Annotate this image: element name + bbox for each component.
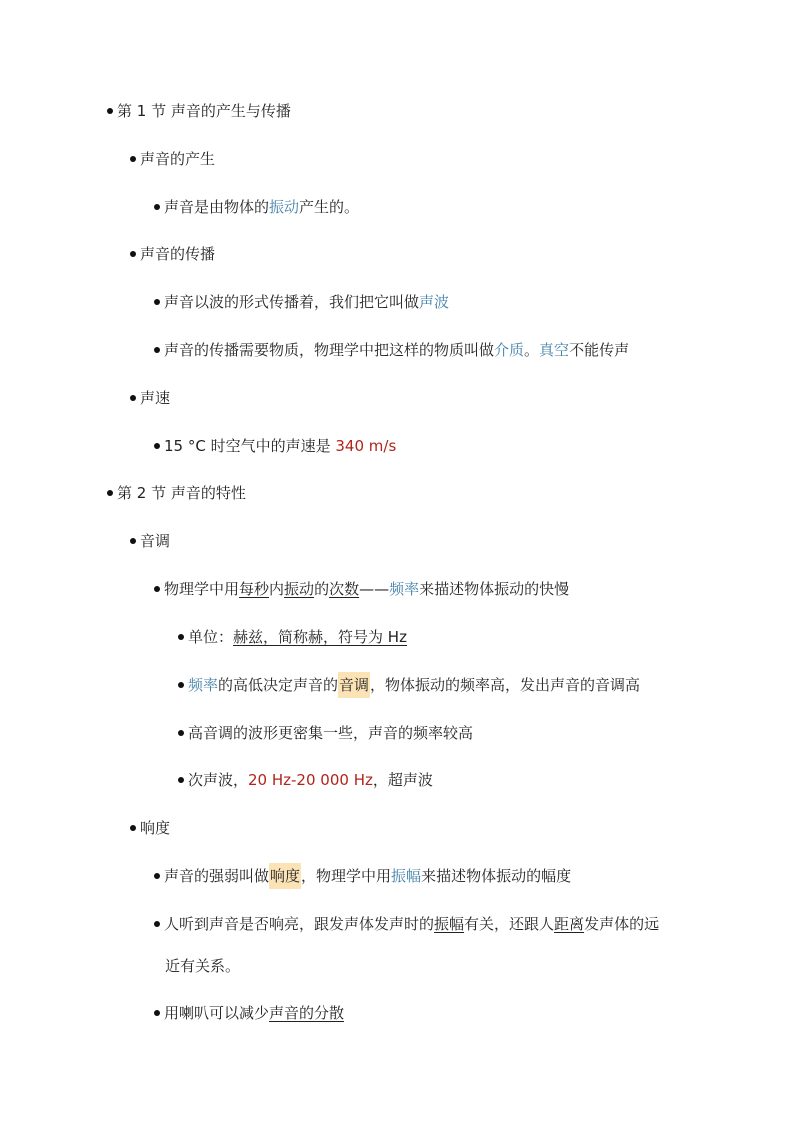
text-segment: 声音的传播需要物质，物理学中把这样的物质叫做 <box>164 341 495 359</box>
value-speed: 340 m/s <box>335 437 397 455</box>
text-segment: 的高低决定声音的 <box>218 676 339 694</box>
underlined-count: 次数 <box>329 580 360 598</box>
dash-segment: —— <box>359 580 390 598</box>
subpoint-unit <box>178 627 407 647</box>
underlined-distance: 距离 <box>554 915 585 933</box>
underlined-unit-hertz: 赫兹，简称赫，符号为 Hz <box>233 628 407 646</box>
bullet-icon <box>154 1010 160 1016</box>
topic-loudness <box>130 818 170 838</box>
bullet-icon <box>107 108 113 114</box>
point-megaphone <box>154 1003 344 1023</box>
subpoint-waveform <box>178 723 473 743</box>
text-segment: 。 <box>524 341 540 359</box>
bullet-icon <box>178 634 184 640</box>
underlined-amplitude: 振幅 <box>434 915 465 933</box>
text-segment: 单位： <box>188 628 234 646</box>
underlined-sound-dispersion: 声音的分散 <box>269 1004 345 1022</box>
topic-label: 响度 <box>140 819 171 837</box>
bullet-icon <box>130 251 136 257</box>
topic-label: 音调 <box>140 532 171 550</box>
text-segment: ，物理学中用 <box>301 867 392 885</box>
text-segment: 高音调的波形更密集一些，声音的频率较高 <box>188 724 474 742</box>
underlined-vibration: 振动 <box>284 580 315 598</box>
bullet-icon <box>154 443 160 449</box>
bullet-icon <box>154 347 160 353</box>
section-1-title: 第 1 节 声音的产生与传播 <box>117 102 291 120</box>
bullet-icon <box>154 299 160 305</box>
point-loudness-definition <box>154 866 571 886</box>
bullet-icon <box>130 825 136 831</box>
bullet-icon <box>154 921 160 927</box>
point-medium <box>154 340 629 360</box>
value-audible-range: 20 Hz-20 000 Hz <box>248 771 373 789</box>
section-2-title: 第 2 节 声音的特性 <box>117 484 246 502</box>
text-segment: 不能传声 <box>569 341 630 359</box>
text-segment: 用喇叭可以减少 <box>164 1004 270 1022</box>
keyword-frequency: 频率 <box>188 676 219 694</box>
bullet-icon <box>178 777 184 783</box>
bullet-icon <box>154 204 160 210</box>
keyword-sound-wave: 声波 <box>419 293 450 311</box>
highlight-loudness: 响度 <box>269 863 301 889</box>
bullet-icon <box>130 395 136 401</box>
text-segment: 内 <box>269 580 285 598</box>
highlight-pitch: 音调 <box>338 672 370 698</box>
text-segment: 人听到声音是否响亮，跟发声体发声时的 <box>164 915 435 933</box>
bullet-icon <box>178 730 184 736</box>
keyword-frequency: 频率 <box>389 580 420 598</box>
text-segment: 来描述物体振动的幅度 <box>421 867 572 885</box>
section-2-heading <box>107 483 246 503</box>
text-segment: 次声波， <box>188 771 249 789</box>
bullet-icon <box>154 873 160 879</box>
section-1-heading <box>107 101 291 121</box>
text-segment: 发声体的远 <box>584 915 660 933</box>
bullet-icon <box>178 682 184 688</box>
point-loudness-factors-continued <box>165 956 240 976</box>
text-segment: 近有关系。 <box>165 957 241 975</box>
text-segment: 来描述物体振动的快慢 <box>419 580 570 598</box>
text-segment: 的 <box>314 580 330 598</box>
subpoint-infrasound-ultrasound <box>178 770 433 790</box>
keyword-vacuum: 真空 <box>539 341 570 359</box>
point-vibration <box>154 197 359 217</box>
subpoint-frequency-pitch <box>178 675 640 695</box>
point-speed-value <box>154 436 396 456</box>
topic-speed-of-sound <box>130 388 170 408</box>
text-segment: 声音的强弱叫做 <box>164 867 270 885</box>
text-segment: 声音是由物体的 <box>164 198 270 216</box>
text-segment: 物理学中用 <box>164 580 240 598</box>
text-segment: 产生的。 <box>299 198 360 216</box>
topic-sound-production <box>130 149 215 169</box>
text-segment: 有关，还跟人 <box>464 915 555 933</box>
keyword-medium: 介质 <box>494 341 525 359</box>
topic-label: 声音的传播 <box>140 245 216 263</box>
keyword-vibration: 振动 <box>269 198 300 216</box>
point-frequency-definition <box>154 579 569 599</box>
keyword-amplitude: 振幅 <box>391 867 422 885</box>
topic-label: 声音的产生 <box>140 150 216 168</box>
text-segment: ，物体振动的频率高，发出声音的音调高 <box>370 676 641 694</box>
bullet-icon <box>130 538 136 544</box>
topic-sound-propagation <box>130 244 215 264</box>
text-segment: 15 °C 时空气中的声速是 <box>164 437 336 455</box>
point-loudness-factors <box>154 914 659 934</box>
text-segment: ，超声波 <box>372 771 433 789</box>
bullet-icon <box>107 490 113 496</box>
bullet-icon <box>130 156 136 162</box>
topic-label: 声速 <box>140 389 171 407</box>
text-segment: 声音以波的形式传播着，我们把它叫做 <box>164 293 420 311</box>
point-sound-wave <box>154 292 449 312</box>
bullet-icon <box>154 586 160 592</box>
underlined-per-second: 每秒 <box>239 580 270 598</box>
topic-pitch <box>130 531 170 551</box>
